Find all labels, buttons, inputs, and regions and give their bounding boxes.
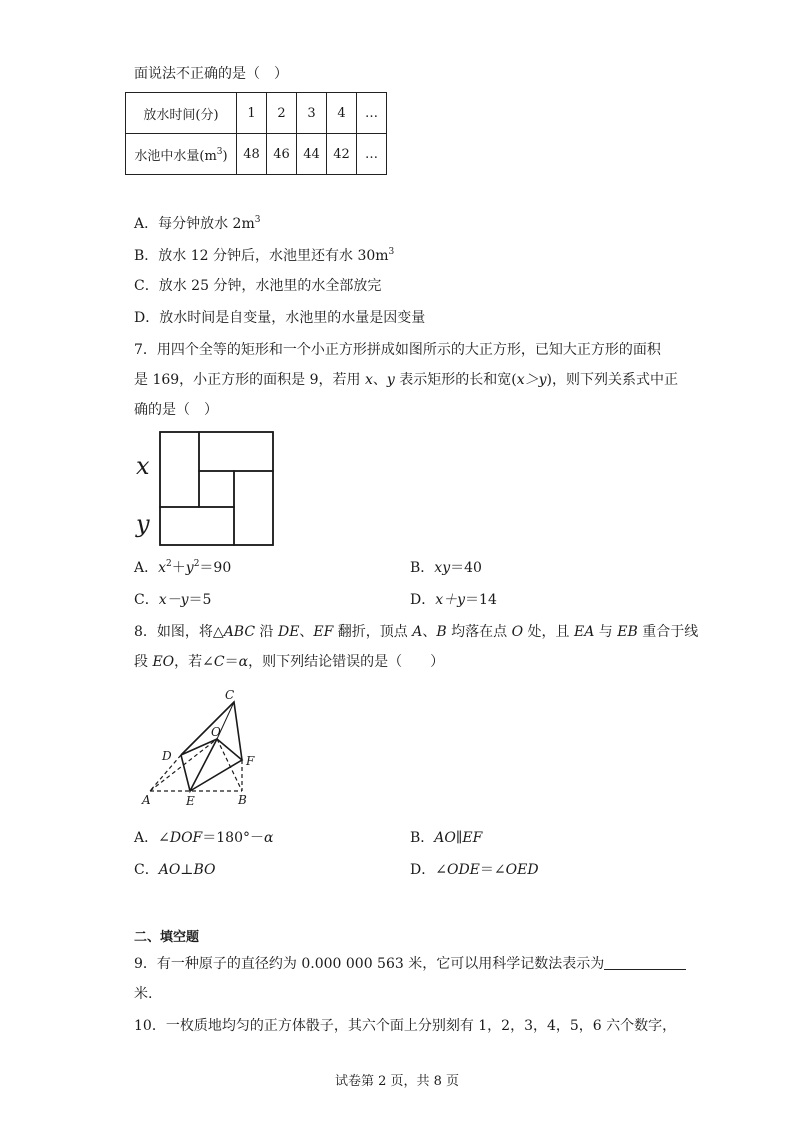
text: 与: [594, 624, 618, 640]
condition: x＞y: [516, 372, 547, 388]
text: )，则下列关系式中正: [546, 372, 679, 388]
text: 重合于线: [637, 624, 699, 640]
q8-option-c: [134, 860, 216, 880]
q7-stem-line3: 确的是（ ）: [134, 402, 218, 418]
text: ，则下列结论错误的是（ ）: [248, 654, 445, 670]
q7-option-b: [410, 558, 482, 578]
text: 段: [134, 654, 153, 670]
text: 是 169，小正方形的面积是 9，若用: [134, 372, 365, 388]
table-cell: [126, 134, 237, 175]
q7-option-c: [134, 590, 211, 610]
var: O: [511, 624, 524, 640]
expr: xy: [434, 560, 451, 576]
label-c: C: [225, 688, 235, 702]
var: ABC: [223, 624, 256, 640]
expr: AO⊥BO: [158, 862, 216, 878]
label-f: F: [246, 754, 255, 768]
label-y: y: [136, 510, 150, 538]
label-a: A: [142, 793, 151, 807]
option-label: C．: [134, 592, 159, 608]
var: α: [238, 654, 249, 670]
text: 翻折，顶点: [333, 624, 413, 640]
q8-triangle-figure: [138, 686, 268, 812]
rect-right: [234, 471, 273, 545]
expr: DOF: [169, 830, 203, 846]
table-cell: …: [357, 134, 387, 175]
q6-option-a: [134, 214, 260, 234]
table-cell: 42: [327, 134, 357, 175]
option-label: B．: [410, 560, 435, 576]
text: 8．如图，将△: [134, 624, 224, 640]
option-label: D．: [410, 592, 436, 608]
text: 沿: [255, 624, 278, 640]
text: 处，且: [523, 624, 574, 640]
big-square: [160, 432, 273, 545]
table-cell: 3: [297, 93, 327, 134]
option-text: A．每分钟放水 2m: [134, 216, 255, 232]
q6-option-b: [134, 246, 394, 266]
text: 均落在点: [446, 624, 512, 640]
water-label-close: ): [222, 148, 228, 164]
text: ＝180°－: [202, 830, 264, 846]
q9-stem-line1: [134, 954, 686, 974]
expr: x－y: [158, 592, 189, 608]
q7-stem-line1: 7．用四个全等的矩形和一个小正方形拼成如图所示的大正方形，已知大正方形的面积: [134, 342, 661, 358]
superscript: 2: [166, 559, 172, 569]
option-label: B．: [410, 830, 435, 846]
q8-stem-line1: [134, 622, 698, 642]
page-footer: 试卷第 2 页，共 8 页: [334, 1074, 460, 1089]
var: EB: [617, 624, 638, 640]
option-label: C．: [134, 862, 159, 878]
option-text: B．放水 12 分钟后，水池里还有水 30m: [134, 248, 389, 264]
label-e: E: [186, 794, 195, 808]
superscript: 3: [388, 247, 395, 257]
q7-option-a: [134, 558, 231, 578]
q8-option-d: [410, 860, 539, 880]
text: 、: [422, 624, 437, 640]
q6-option-d: D．放水时间是自变量，水池里的水量是因变量: [134, 310, 426, 326]
label-o: O: [211, 725, 221, 739]
table-cell: …: [357, 93, 387, 134]
dashed-ao: [150, 739, 217, 791]
var: C: [213, 654, 225, 670]
text: 、: [299, 624, 314, 640]
text: 、: [372, 372, 387, 388]
small-square: [199, 471, 234, 507]
rect-left: [160, 432, 199, 507]
text: ＝40: [450, 560, 482, 576]
section-heading: 二、填空题: [134, 930, 200, 945]
answer-blank[interactable]: [604, 955, 686, 970]
expr: AO∥EF: [434, 830, 483, 846]
text: ＝90: [199, 560, 232, 576]
q7-square-figure: [130, 428, 280, 552]
var: EF: [313, 624, 334, 640]
table-cell: 放水时间(分): [126, 93, 237, 134]
var: DE: [277, 624, 300, 640]
q8-stem-line2: [134, 652, 444, 672]
var-x: x: [364, 372, 373, 388]
expr: OED: [505, 862, 539, 878]
var: EA: [573, 624, 595, 640]
table-row: [126, 134, 387, 175]
expr: α: [264, 830, 274, 846]
option-label: A．∠: [134, 830, 170, 846]
option-label: D．∠: [410, 862, 447, 878]
superscript: 3: [216, 146, 223, 157]
table-cell: 46: [267, 134, 297, 175]
text: ，若∠: [174, 654, 214, 670]
expr: ODE: [446, 862, 480, 878]
var-y: y: [386, 372, 395, 388]
var: A: [412, 624, 423, 640]
table-cell: 2: [267, 93, 297, 134]
q7-stem-line2: [134, 370, 678, 390]
label-d: D: [162, 749, 172, 763]
q10-stem-line1: 10．一枚质地均匀的正方体骰子，其六个面上分别刻有 1，2，3，4，5，6 六个数字，: [134, 1018, 677, 1034]
table-cell: 1: [237, 93, 267, 134]
text: ＝∠: [479, 862, 506, 878]
q8-option-b: [410, 828, 482, 848]
text: ＋: [171, 560, 186, 576]
var: EO: [152, 654, 175, 670]
text: 9．有一种原子的直径约为 0.000 000 563 米，它可以用科学记数法表示为: [134, 956, 605, 972]
q9-stem-line2: 米.: [134, 986, 153, 1002]
label-x: x: [136, 452, 150, 480]
superscript: 2: [193, 559, 200, 569]
text: ＝5: [188, 592, 212, 608]
table-cell: 48: [237, 134, 267, 175]
text: ＝: [224, 654, 239, 670]
water-label: 水池中水量(m: [134, 148, 217, 164]
q6-data-table: [125, 92, 387, 175]
label-b: B: [238, 793, 247, 807]
rect-top: [199, 432, 273, 471]
dashed-ob: [217, 739, 242, 791]
q7-option-d: [410, 590, 497, 610]
text: 表示矩形的长和宽(: [394, 372, 517, 388]
expr: x: [158, 560, 167, 576]
var: B: [436, 624, 447, 640]
table-cell: 44: [297, 134, 327, 175]
rect-bottom: [160, 507, 234, 545]
q6-option-c: C．放水 25 分钟，水池里的水全部放完: [134, 278, 382, 294]
text: ＝14: [465, 592, 497, 608]
expr: x＋y: [435, 592, 466, 608]
superscript: 3: [254, 215, 261, 225]
option-label: A．: [134, 560, 159, 576]
q8-option-a: [134, 828, 273, 848]
q6-stem-tail: 面说法不正确的是（ ）: [134, 66, 288, 82]
table-cell: 4: [327, 93, 357, 134]
segment-do: [181, 739, 217, 755]
expr: y: [185, 560, 194, 576]
table-row: [126, 93, 387, 134]
